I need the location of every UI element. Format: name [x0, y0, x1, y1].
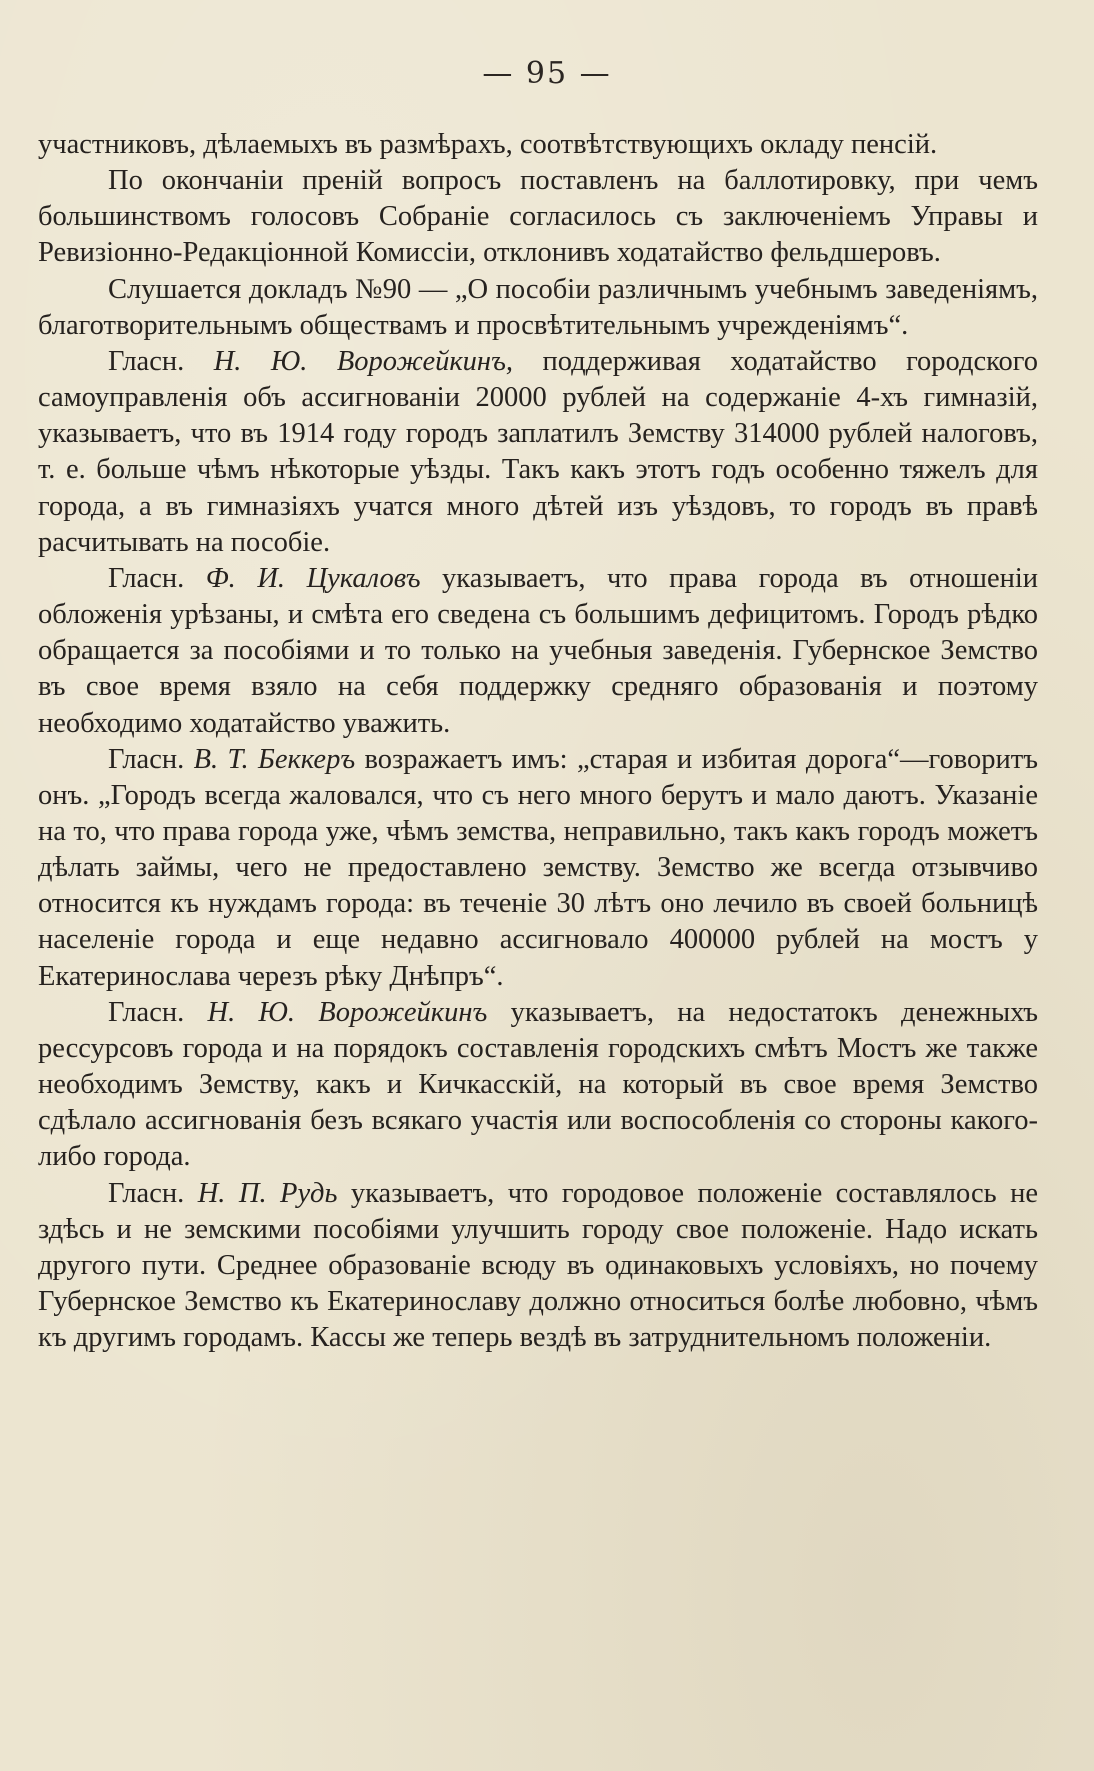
speaker-prefix: Гласн. [108, 1177, 198, 1209]
paragraph-text: указываетъ, что права города въ отношеніи обложенія урѣзаны, и смѣта его сведена съ большимъ дефицитомъ. Городъ рѣдко обращается за пособіями и то только на учебныя заведенія. Губернское Земство въ свое время взяло на себя поддержку средняго образованія и поэтому необходимо ходатайство уважить. [38, 562, 1039, 739]
paragraph [38, 995, 1038, 1176]
paragraph-text: указываетъ, что городовое положеніе составлялось не здѣсь и не земскими пособіями улучшить городу свое положеніе. Надо искать другого пути. Среднее образованіе всюду въ одинаковыхъ условіяхъ, но почему Губернское Земство къ Екатеринославу должно относиться болѣе любовно, чѣмъ къ другимъ городамъ. Кассы же теперь вездѣ въ затруднительномъ положеніи. [38, 1177, 1039, 1354]
paragraph [38, 742, 1038, 995]
speaker-prefix: Гласн. [108, 345, 214, 377]
speaker-prefix: Гласн. [108, 996, 208, 1028]
speaker-name: В. Т. Беккеръ [193, 743, 356, 775]
paragraph-text: участниковъ, дѣлаемыхъ въ размѣрахъ, соотвѣтствующихъ окладу пенсій. [38, 129, 938, 160]
paragraph-text: указываетъ, на недостатокъ денежныхъ рессурсовъ города и на порядокъ составленія городскихъ смѣтъ Мостъ же также необходимъ Земству, какъ и Кичкасскій, на который въ свое время Земство сдѣлало ассигнованія безъ всякаго участія или воспособленія со стороны какого-либо города. [38, 996, 1038, 1173]
paragraph [38, 163, 1038, 271]
paragraph-text: возражаетъ имъ: „старая и избитая дорога“—говоритъ онъ. „Городъ всегда жаловался, что съ него много берутъ и мало даютъ. Указаніе на то, что права города уже, чѣмъ земства, неправильно, такъ какъ городъ можетъ дѣлать займы, чего не предоставлено земству. Земство же всегда отзывчиво относится къ нуждамъ города: въ теченіе 30 лѣтъ оно лечило въ своей больницѣ населеніе города и еще недавно ассигновало 400000 рублей на мостъ у Екатеринослава черезъ рѣку Днѣпръ“. [38, 743, 1038, 992]
speaker-name: Н. Ю. Ворожейкинъ, [213, 345, 513, 377]
paragraph [38, 1176, 1038, 1357]
paragraph-text: Слушается докладъ №90 — „О пособіи различнымъ учебнымъ заведеніямъ, благотворительнымъ обществамъ и просвѣтительнымъ учрежденіямъ“. [38, 273, 1038, 341]
speaker-name: Н. П. Рудь [197, 1177, 338, 1209]
paragraph-text: По окончаніи преній вопросъ поставленъ на баллотировку, при чемъ большинствомъ голосовъ Собраніе согласилось съ заключеніемъ Управы и Ревизіонно-Редакціонной Комиссіи, отклонивъ ходатайство фельдшеровъ. [38, 165, 1038, 269]
paragraph-text: поддерживая ходатайство городского самоуправленія объ ассигнованіи 20000 рублей на содержаніе 4-хъ гимназій, указываетъ, что въ 1914 году городъ заплатилъ Земству 314000 рублей налоговъ, т. е. больше чѣмъ нѣкоторые уѣзды. Такъ какъ этотъ годъ особенно тяжелъ для города, а въ гимназіяхъ учатся много дѣтей изъ уѣздовъ, то городъ въ правѣ расчитывать на пособіе. [38, 345, 1039, 558]
speaker-name: Н. Ю. Ворожейкинъ [207, 996, 488, 1028]
speaker-name: Ф. И. Цукаловъ [205, 562, 421, 594]
speaker-prefix: Гласн. [108, 562, 206, 594]
page-number: — 95 — [482, 56, 612, 91]
paragraph [38, 127, 1038, 163]
paragraph [38, 561, 1038, 742]
speaker-prefix: Гласн. [108, 743, 194, 775]
paragraph [38, 272, 1038, 344]
body-text [38, 127, 1038, 1356]
paragraph [38, 344, 1038, 561]
